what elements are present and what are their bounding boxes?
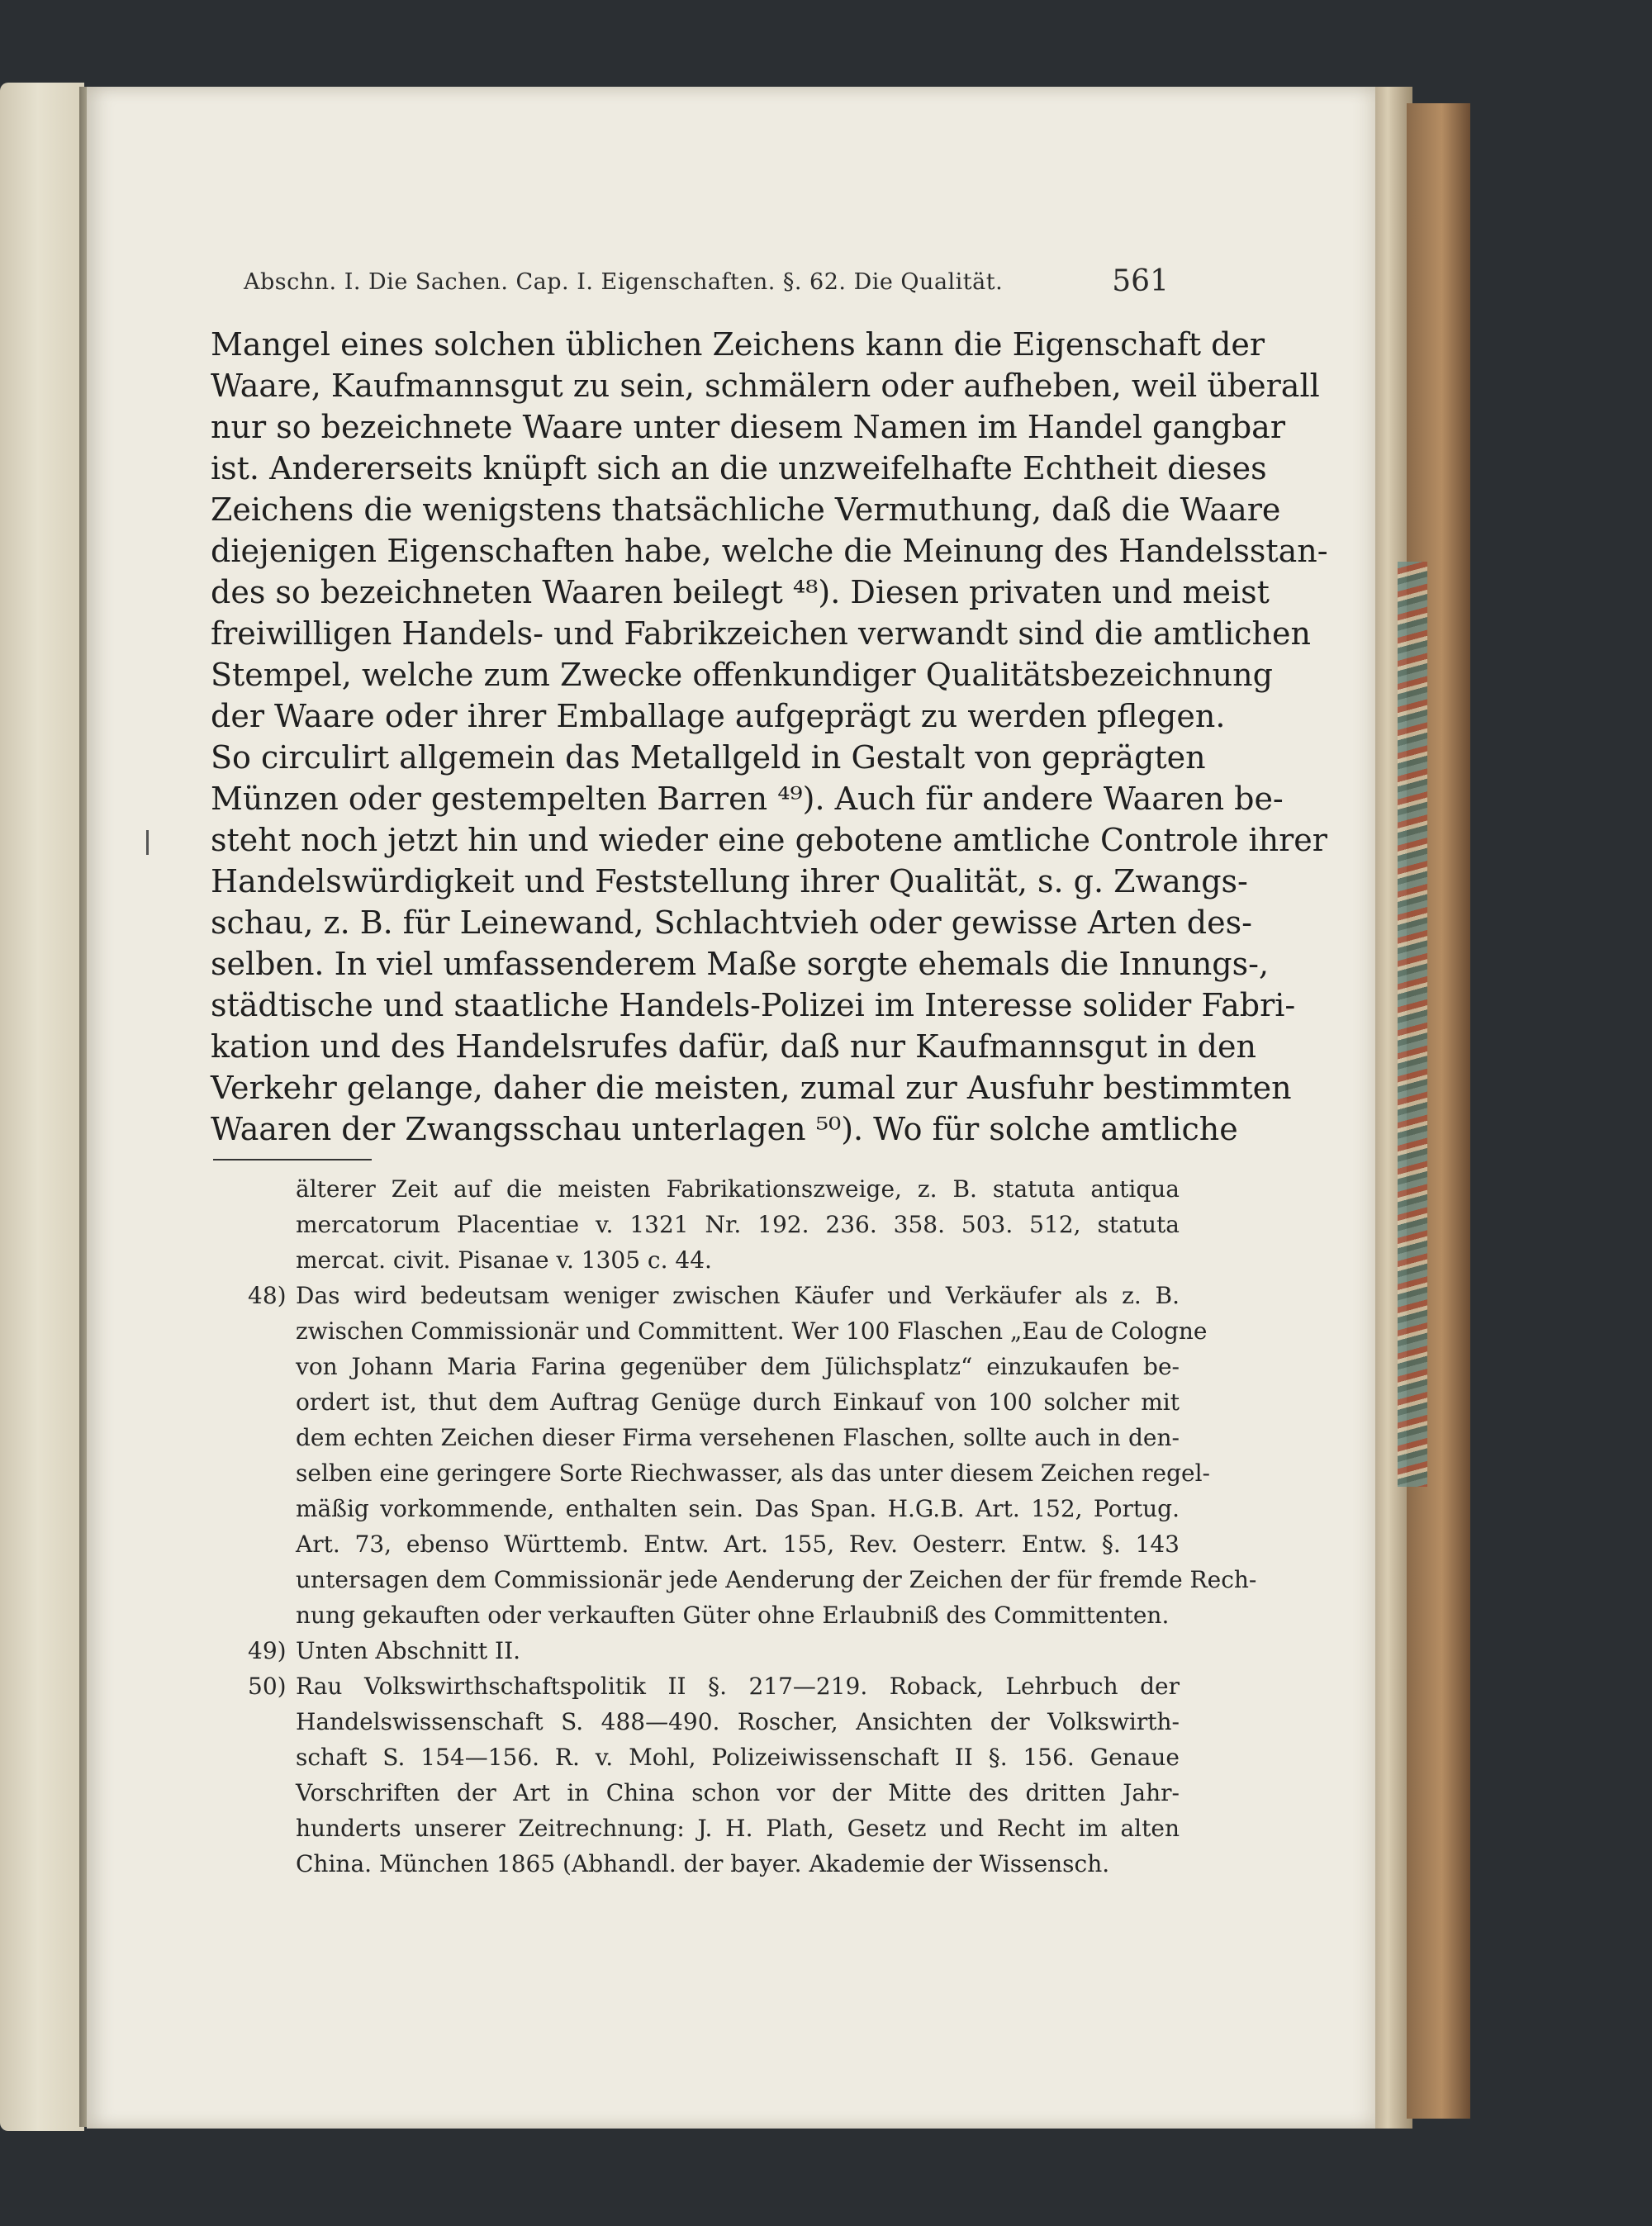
footnote-text: dem echten Zeichen dieser Firma versehenen Flaschen, sollte auch in den- [296,1424,1180,1451]
page-number: 561 [1112,264,1169,298]
footnote-line [248,1740,1180,1775]
footnote-line [248,1455,1210,1491]
footnote-line [248,1704,1180,1740]
text-line: Waare, Kaufmannsgut zu sein, schmälern oder aufheben, weil überall [211,368,1320,404]
footnote-text: Unten Abschnitt II. [296,1637,521,1664]
footnote-text: von Johann Maria Farina gegenüber dem Jülichsplatz“ einzukaufen be- [296,1353,1180,1380]
text-line: der Waare oder ihrer Emballage aufgeprägt zu werden pflegen. [211,698,1226,734]
footnote-text: Rau Volkswirthschaftspolitik II §. 217—219. Roback, Lehrbuch der [296,1673,1180,1700]
text-line: schau, z. B. für Leinewand, Schlachtvieh oder gewisse Arten des- [211,904,1252,941]
footnote-text: schaft S. 154—156. R. v. Mohl, Polizeiwissenschaft II §. 156. Genaue [296,1744,1180,1771]
footnote-text: mercatorum Placentiae v. 1321 Nr. 192. 236. 358. 503. 512, statuta [296,1211,1180,1238]
footnote-line [248,1526,1180,1562]
footnote-line [248,1242,1180,1278]
text-line: nur so bezeichnete Waare unter diesem Namen im Handel gangbar [211,409,1285,445]
footnote-text: selben eine geringere Sorte Riechwasser, als das unter diesem Zeichen regel- [296,1459,1210,1487]
footnote-line [248,1171,1180,1207]
footnote-line [248,1313,1208,1349]
footnote-line [248,1207,1180,1242]
footnote-text: nung gekauften oder verkauften Güter ohne Erlaubniß des Committenten. [296,1602,1170,1629]
footnote-text: mäßig vorkommende, enthalten sein. Das Span. H.G.B. Art. 152, Portug. [296,1495,1180,1522]
marbled-edge [1398,562,1427,1487]
pencil-mark [146,830,149,855]
footnote-line [248,1775,1180,1811]
footnote-text: Das wird bedeutsam weniger zwischen Käufer und Verkäufer als z. B. [296,1282,1180,1309]
footnotes [248,1171,1257,1882]
text-line: des so bezeichneten Waaren beilegt ⁴⁸). Diesen privaten und meist [211,574,1270,610]
footnote-line [248,1597,1180,1633]
text-line: städtische und staatliche Handels-Polizei im Interesse solider Fabri- [211,987,1296,1023]
footnote-text: zwischen Commissionär und Committent. Wer 100 Flaschen „Eau de Cologne [296,1317,1208,1345]
footnote-line [248,1562,1257,1597]
text-line: Mangel eines solchen üblichen Zeichens kann die Eigenschaft der [211,326,1265,363]
footnote-text: ordert ist, thut dem Auftrag Genüge durch Einkauf von 100 solcher mit [296,1388,1180,1416]
text-line: Handelswürdigkeit und Feststellung ihrer Qualität, s. g. Zwangs- [211,863,1248,899]
footnote-text: China. München 1865 (Abhandl. der bayer. Akademie der Wissensch. [296,1850,1110,1877]
footnote-line [248,1668,1180,1704]
text-line: Münzen oder gestempelten Barren ⁴⁹). Auch für andere Waaren be- [211,781,1284,817]
text-line: freiwilligen Handels- und Fabrikzeichen verwandt sind die amtlichen [211,615,1311,652]
footnote-line [248,1633,1180,1668]
footnote-text: mercat. civit. Pisanae v. 1305 c. 44. [296,1246,712,1274]
text-line: diejenigen Eigenschaften habe, welche die Meinung des Handelsstan- [211,533,1328,569]
text-line: Zeichens die wenigstens thatsächliche Vermuthung, daß die Waare [211,491,1281,528]
footnote-line [248,1349,1180,1384]
footnote-text: Vorschriften der Art in China schon vor der Mitte des dritten Jahr- [296,1779,1180,1806]
left-page-edge [0,83,84,2131]
text-line: Verkehr gelange, daher die meisten, zumal zur Ausfuhr bestimmten [211,1070,1292,1106]
footnote-number: 49) [248,1637,287,1664]
footnote-line [248,1491,1180,1526]
text-line: kation und des Handelsrufes dafür, daß nur Kaufmannsgut in den [211,1028,1256,1065]
footnote-number: 48) [248,1282,287,1309]
footnote-line [248,1846,1180,1882]
main-text [211,324,1328,1150]
footnote-separator [213,1159,372,1160]
footnote-text: älterer Zeit auf die meisten Fabrikationszweige, z. B. statuta antiqua [296,1175,1180,1203]
footnote-text: Handelswissenschaft S. 488—490. Roscher, Ansichten der Volkswirth- [296,1708,1180,1735]
footnote-line [248,1420,1180,1455]
page-header [244,263,1169,304]
text-line: ist. Andererseits knüpft sich an die unzweifelhafte Echtheit dieses [211,450,1267,486]
text-line: selben. In viel umfassenderem Maße sorgte ehemals die Innungs-, [211,946,1270,982]
text-line: So circulirt allgemein das Metallgeld in Gestalt von geprägten [211,739,1206,776]
footnote-line [248,1278,1180,1313]
footnote-text: Art. 73, ebenso Württemb. Entw. Art. 155, Rev. Oesterr. Entw. §. 143 [296,1531,1180,1558]
footnote-text: hunderts unserer Zeitrechnung: J. H. Plath, Gesetz und Recht im alten [296,1815,1180,1842]
text-line: Stempel, welche zum Zwecke offenkundiger Qualitätsbezeichnung [211,657,1273,693]
footnote-line [248,1811,1180,1846]
running-head: Abschn. I. Die Sachen. Cap. I. Eigenschaften. §. 62. Die Qualität. [244,269,1004,295]
footnote-text: untersagen dem Commissionär jede Aenderung der Zeichen der für fremde Rech- [296,1566,1257,1593]
footnote-number: 50) [248,1673,287,1700]
text-line: Waaren der Zwangsschau unterlagen ⁵⁰). Wo für solche amtliche [211,1111,1238,1147]
text-line: steht noch jetzt hin und wieder eine gebotene amtliche Controle ihrer [211,822,1327,858]
footnote-line [248,1384,1180,1420]
